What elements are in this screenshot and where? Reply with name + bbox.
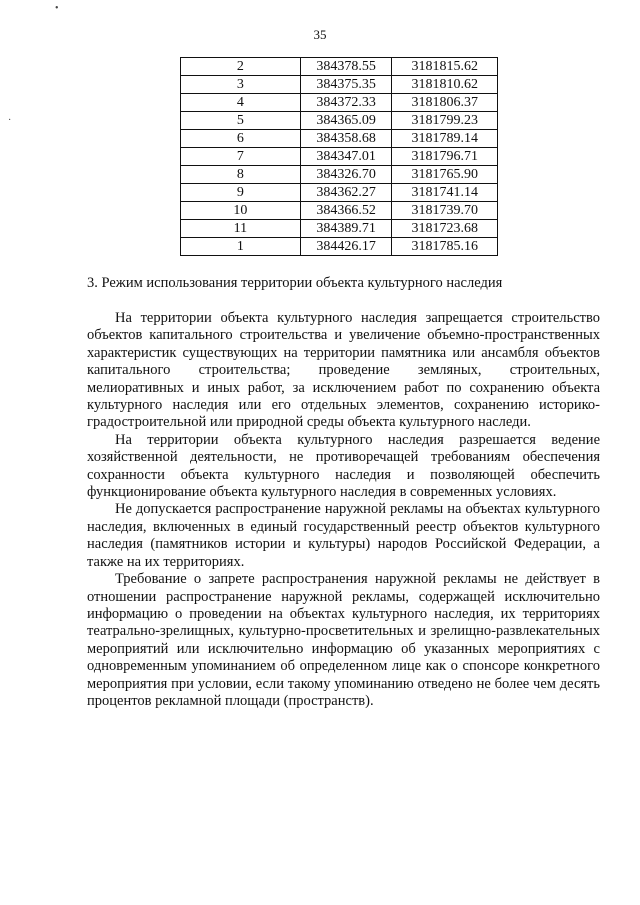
x-coordinate-cell: 384365.09 bbox=[300, 112, 392, 130]
y-coordinate-cell: 3181723.68 bbox=[392, 220, 498, 238]
y-coordinate-cell: 3181810.62 bbox=[392, 76, 498, 94]
y-coordinate-cell: 3181796.71 bbox=[392, 148, 498, 166]
paragraph: На территории объекта культурного наследия разрешается ведение хозяйственной деятельности, не противоречащей требованиям обеспечения сохранности объекта культурного наследия и позволяющей обеспечить функционирование объекта культурного наследия в современных условиях. bbox=[87, 431, 600, 501]
x-coordinate-cell: 384372.33 bbox=[300, 94, 392, 112]
table-row bbox=[181, 184, 498, 202]
y-coordinate-cell: 3181789.14 bbox=[392, 130, 498, 148]
table-row bbox=[181, 238, 498, 256]
x-coordinate-cell: 384326.70 bbox=[300, 166, 392, 184]
section-body bbox=[87, 310, 600, 710]
paragraph: Требование о запрете распространения наружной рекламы не действует в отношении распространение наружной рекламы, содержащей исключительно информацию о проведении на объектах культурного наследия, их территориях театрально-зрелищных, культурно-просветительных и зрелищно-развлекательных мероприятий или исключительно информацию об указанных мероприятиях с одновременным упоминанием об определенном лице как о спонсоре конкретного мероприятия при условии, если такому упоминанию отведено не более чем десять процентов рекламной площади (пространств). bbox=[87, 571, 600, 709]
point-number-cell: 4 bbox=[181, 94, 301, 112]
x-coordinate-cell: 384347.01 bbox=[300, 148, 392, 166]
x-coordinate-cell: 384362.27 bbox=[300, 184, 392, 202]
table-row bbox=[181, 76, 498, 94]
x-coordinate-cell: 384375.35 bbox=[300, 76, 392, 94]
x-coordinate-cell: 384426.17 bbox=[300, 238, 392, 256]
coordinates-table bbox=[180, 57, 498, 256]
scan-mark: • bbox=[55, 3, 59, 14]
y-coordinate-cell: 3181765.90 bbox=[392, 166, 498, 184]
point-number-cell: 9 bbox=[181, 184, 301, 202]
y-coordinate-cell: 3181799.23 bbox=[392, 112, 498, 130]
point-number-cell: 5 bbox=[181, 112, 301, 130]
table-row bbox=[181, 202, 498, 220]
y-coordinate-cell: 3181785.16 bbox=[392, 238, 498, 256]
point-number-cell: 10 bbox=[181, 202, 301, 220]
point-number-cell: 6 bbox=[181, 130, 301, 148]
x-coordinate-cell: 384378.55 bbox=[300, 58, 392, 76]
y-coordinate-cell: 3181739.70 bbox=[392, 202, 498, 220]
y-coordinate-cell: 3181741.14 bbox=[392, 184, 498, 202]
table-row bbox=[181, 148, 498, 166]
x-coordinate-cell: 384358.68 bbox=[300, 130, 392, 148]
point-number-cell: 2 bbox=[181, 58, 301, 76]
y-coordinate-cell: 3181806.37 bbox=[392, 94, 498, 112]
table-row bbox=[181, 220, 498, 238]
table-row bbox=[181, 58, 498, 76]
table-row bbox=[181, 112, 498, 130]
paragraph: На территории объекта культурного наследия запрещается строительство объектов капитального строительства и увеличение объемно-пространственных характеристик существующих на территории памятника или ансамбля объектов капитального строительства; проведение земляных, строительных, мелиоративных и иных работ, за исключением работ по сохранению объекта культурного наследия или его отдельных элементов, сохранению историко-градостроительной или природной среды объекта культурного наследи. bbox=[87, 310, 600, 431]
point-number-cell: 11 bbox=[181, 220, 301, 238]
table-row bbox=[181, 130, 498, 148]
section-heading: 3. Режим использования территории объекта культурного наследия bbox=[87, 275, 503, 291]
page-number: 35 bbox=[313, 27, 327, 42]
point-number-cell: 8 bbox=[181, 166, 301, 184]
scan-mark: · bbox=[8, 115, 12, 126]
point-number-cell: 3 bbox=[181, 76, 301, 94]
y-coordinate-cell: 3181815.62 bbox=[392, 58, 498, 76]
table-row bbox=[181, 94, 498, 112]
x-coordinate-cell: 384366.52 bbox=[300, 202, 392, 220]
x-coordinate-cell: 384389.71 bbox=[300, 220, 392, 238]
paragraph: Не допускается распространение наружной рекламы на объектах культурного наследия, включенных в единый государственный реестр объектов культурного наследия (памятников истории и культуры) народов Российской Федерации, а также на их территориях. bbox=[87, 501, 600, 570]
point-number-cell: 7 bbox=[181, 148, 301, 166]
point-number-cell: 1 bbox=[181, 238, 301, 256]
table-row bbox=[181, 166, 498, 184]
